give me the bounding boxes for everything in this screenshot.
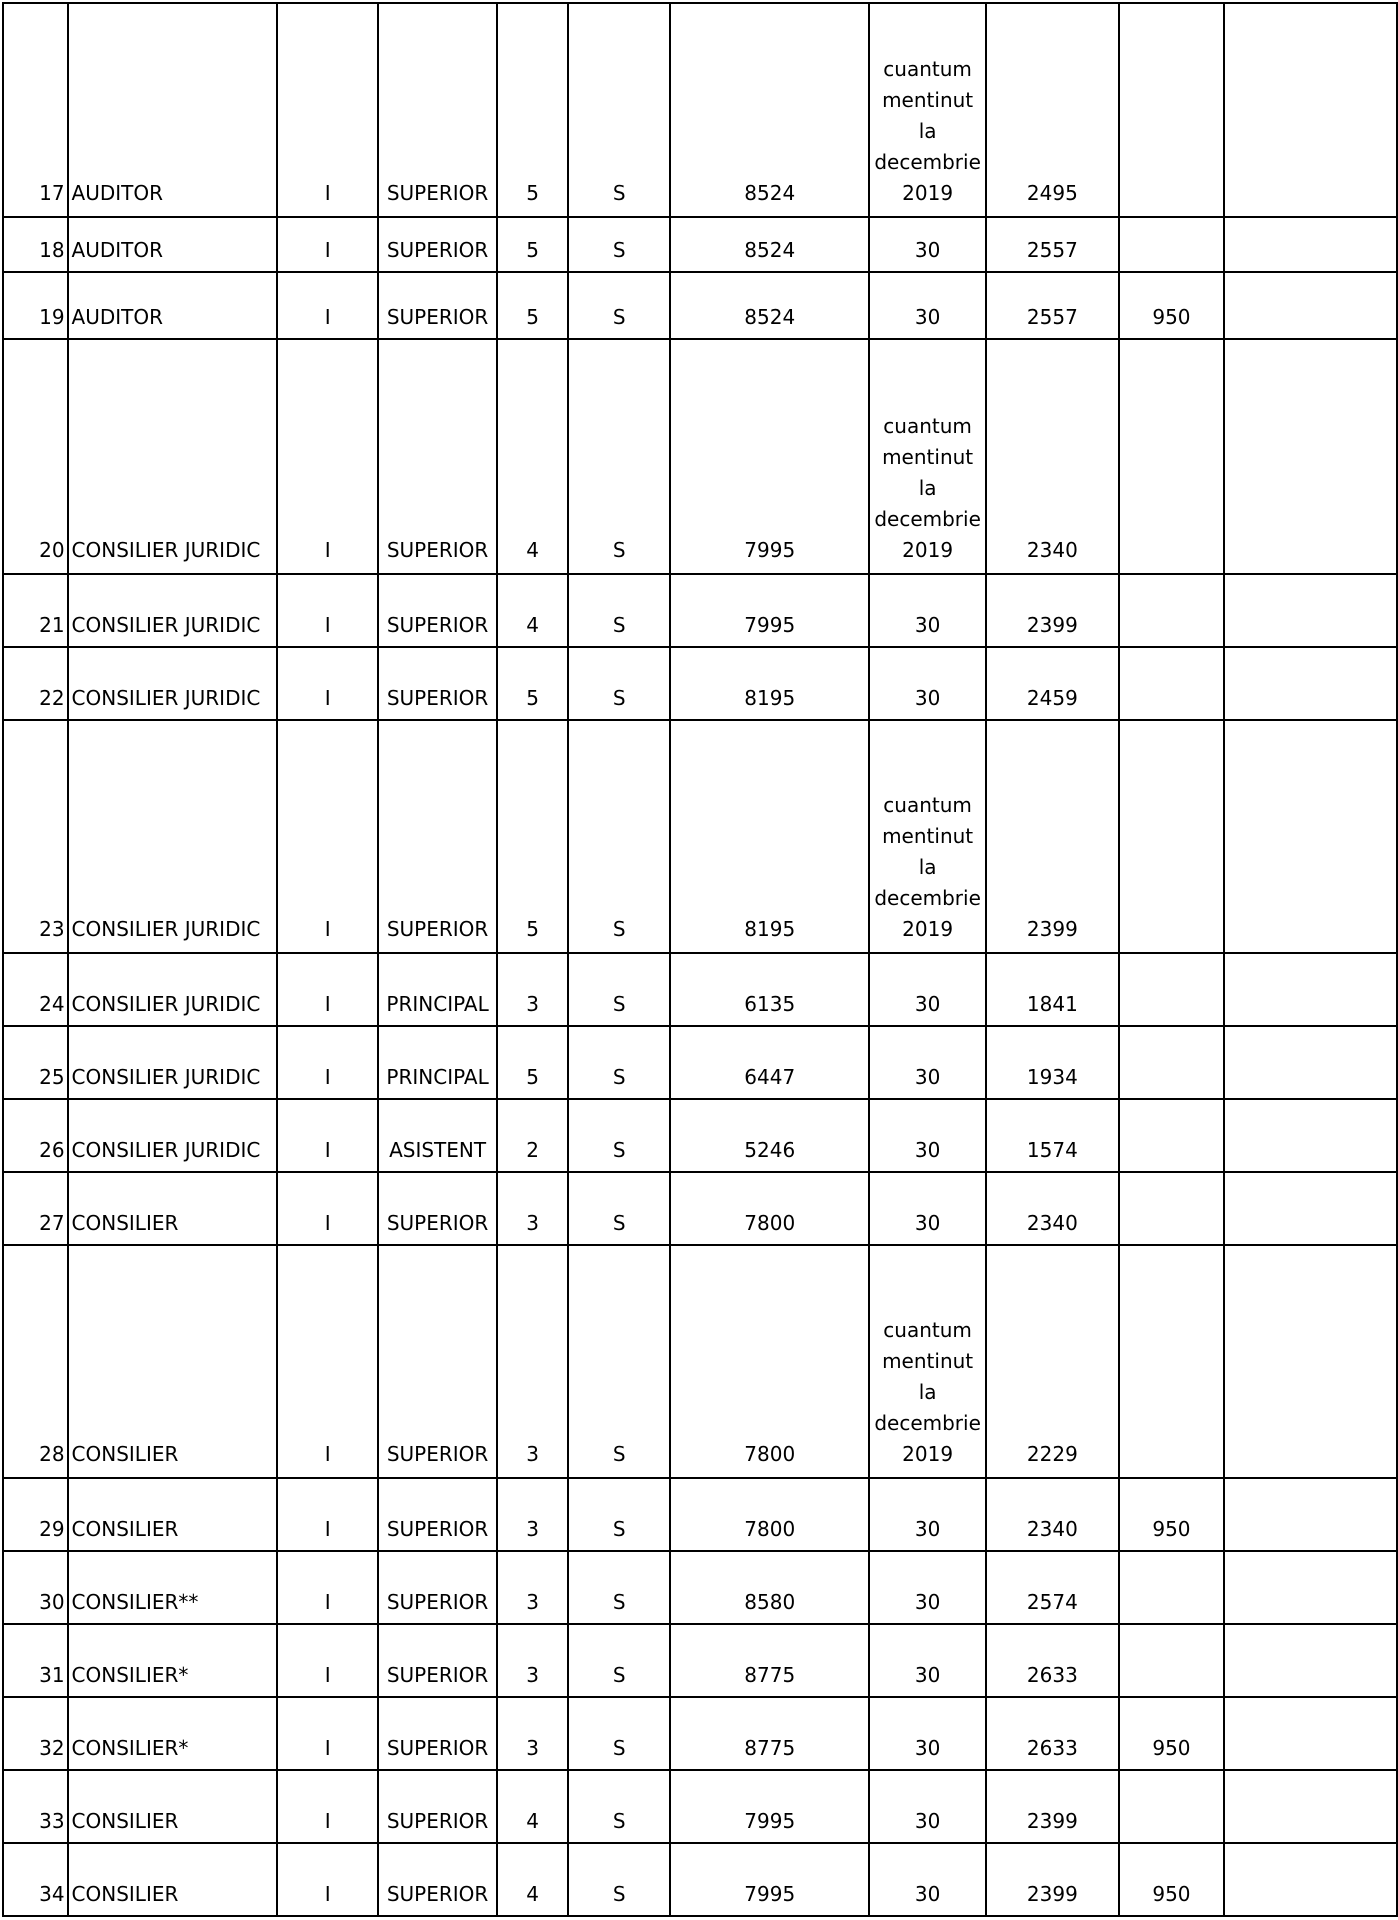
notes-cell xyxy=(1224,217,1397,272)
function-name: AUDITOR xyxy=(68,3,278,217)
extra-cell: 950 xyxy=(1119,1843,1224,1916)
class-cell: I xyxy=(277,1770,378,1843)
step-cell: 3 xyxy=(497,1551,568,1624)
percent-cell: cuantum mentinut la decembrie 2019 xyxy=(869,1245,986,1478)
step-cell: 3 xyxy=(497,1697,568,1770)
table-row xyxy=(3,953,1397,1026)
step-cell: 5 xyxy=(497,1026,568,1099)
extra-cell xyxy=(1119,1624,1224,1697)
table-row xyxy=(3,1843,1397,1916)
salary-cell: 8580 xyxy=(670,1551,869,1624)
step-cell: 4 xyxy=(497,574,568,647)
bonus-cell: 2557 xyxy=(986,217,1119,272)
bonus-cell: 2459 xyxy=(986,647,1119,720)
percent-cell: 30 xyxy=(869,1026,986,1099)
step-cell: 5 xyxy=(497,647,568,720)
grade-cell: SUPERIOR xyxy=(378,1843,497,1916)
notes-cell xyxy=(1224,1551,1397,1624)
grade-cell: PRINCIPAL xyxy=(378,953,497,1026)
class-cell: I xyxy=(277,953,378,1026)
extra-cell xyxy=(1119,1099,1224,1172)
notes-cell xyxy=(1224,339,1397,574)
step-cell: 3 xyxy=(497,1624,568,1697)
notes-cell xyxy=(1224,272,1397,339)
percent-cell: 30 xyxy=(869,1697,986,1770)
class-cell: I xyxy=(277,1099,378,1172)
studies-cell: S xyxy=(568,1099,670,1172)
table-row xyxy=(3,217,1397,272)
bonus-cell: 1841 xyxy=(986,953,1119,1026)
studies-cell: S xyxy=(568,1551,670,1624)
grade-cell: SUPERIOR xyxy=(378,1551,497,1624)
salary-cell: 8775 xyxy=(670,1697,869,1770)
row-number: 34 xyxy=(3,1843,68,1916)
extra-cell xyxy=(1119,339,1224,574)
row-number: 23 xyxy=(3,720,68,953)
step-cell: 5 xyxy=(497,3,568,217)
row-number: 18 xyxy=(3,217,68,272)
extra-cell: 950 xyxy=(1119,272,1224,339)
table-row xyxy=(3,574,1397,647)
step-cell: 3 xyxy=(497,953,568,1026)
row-number: 32 xyxy=(3,1697,68,1770)
percent-cell: cuantum mentinut la decembrie 2019 xyxy=(869,3,986,217)
table-row xyxy=(3,272,1397,339)
step-cell: 2 xyxy=(497,1099,568,1172)
grade-cell: SUPERIOR xyxy=(378,3,497,217)
bonus-cell: 2557 xyxy=(986,272,1119,339)
salary-cell: 5246 xyxy=(670,1099,869,1172)
extra-cell xyxy=(1119,3,1224,217)
percent-cell: 30 xyxy=(869,1478,986,1551)
class-cell: I xyxy=(277,1697,378,1770)
salary-cell: 8775 xyxy=(670,1624,869,1697)
function-name: CONSILIER JURIDIC xyxy=(68,647,278,720)
function-name: CONSILIER** xyxy=(68,1551,278,1624)
percent-cell: 30 xyxy=(869,217,986,272)
row-number: 21 xyxy=(3,574,68,647)
salary-cell: 7800 xyxy=(670,1172,869,1245)
percent-cell: 30 xyxy=(869,272,986,339)
class-cell: I xyxy=(277,1551,378,1624)
grade-cell: SUPERIOR xyxy=(378,1697,497,1770)
function-name: CONSILIER xyxy=(68,1172,278,1245)
salary-cell: 6447 xyxy=(670,1026,869,1099)
table-row xyxy=(3,339,1397,574)
studies-cell: S xyxy=(568,1478,670,1551)
salary-cell: 8195 xyxy=(670,720,869,953)
table-row xyxy=(3,3,1397,217)
extra-cell xyxy=(1119,720,1224,953)
salary-cell: 8524 xyxy=(670,272,869,339)
studies-cell: S xyxy=(568,1770,670,1843)
class-cell: I xyxy=(277,1624,378,1697)
table-row xyxy=(3,647,1397,720)
studies-cell: S xyxy=(568,3,670,217)
salary-cell: 7800 xyxy=(670,1245,869,1478)
salary-cell: 7995 xyxy=(670,1843,869,1916)
notes-cell xyxy=(1224,3,1397,217)
bonus-cell: 2340 xyxy=(986,339,1119,574)
function-name: CONSILIER JURIDIC xyxy=(68,953,278,1026)
percent-cell: 30 xyxy=(869,1624,986,1697)
bonus-cell: 1574 xyxy=(986,1099,1119,1172)
table-row xyxy=(3,1551,1397,1624)
studies-cell: S xyxy=(568,574,670,647)
bonus-cell: 2399 xyxy=(986,1843,1119,1916)
bonus-cell: 2399 xyxy=(986,1770,1119,1843)
function-name: CONSILIER JURIDIC xyxy=(68,720,278,953)
row-number: 24 xyxy=(3,953,68,1026)
extra-cell xyxy=(1119,1770,1224,1843)
step-cell: 3 xyxy=(497,1172,568,1245)
salary-cell: 6135 xyxy=(670,953,869,1026)
class-cell: I xyxy=(277,1478,378,1551)
row-number: 20 xyxy=(3,339,68,574)
percent-cell: 30 xyxy=(869,1099,986,1172)
percent-cell: 30 xyxy=(869,1770,986,1843)
percent-cell: 30 xyxy=(869,1551,986,1624)
extra-cell xyxy=(1119,647,1224,720)
studies-cell: S xyxy=(568,1843,670,1916)
percent-cell: 30 xyxy=(869,574,986,647)
salary-cell: 7995 xyxy=(670,339,869,574)
grade-cell: SUPERIOR xyxy=(378,1770,497,1843)
function-name: CONSILIER xyxy=(68,1843,278,1916)
step-cell: 3 xyxy=(497,1245,568,1478)
row-number: 28 xyxy=(3,1245,68,1478)
notes-cell xyxy=(1224,1172,1397,1245)
extra-cell xyxy=(1119,1551,1224,1624)
notes-cell xyxy=(1224,1099,1397,1172)
class-cell: I xyxy=(277,1843,378,1916)
notes-cell xyxy=(1224,1026,1397,1099)
bonus-cell: 2399 xyxy=(986,720,1119,953)
notes-cell xyxy=(1224,1697,1397,1770)
row-number: 22 xyxy=(3,647,68,720)
percent-cell: 30 xyxy=(869,1172,986,1245)
salary-cell: 8524 xyxy=(670,217,869,272)
class-cell: I xyxy=(277,1172,378,1245)
class-cell: I xyxy=(277,1026,378,1099)
notes-cell xyxy=(1224,647,1397,720)
percent-cell: 30 xyxy=(869,647,986,720)
salary-cell: 8195 xyxy=(670,647,869,720)
studies-cell: S xyxy=(568,1172,670,1245)
step-cell: 4 xyxy=(497,339,568,574)
bonus-cell: 2495 xyxy=(986,3,1119,217)
extra-cell xyxy=(1119,574,1224,647)
table-row xyxy=(3,1697,1397,1770)
row-number: 17 xyxy=(3,3,68,217)
function-name: CONSILIER JURIDIC xyxy=(68,1026,278,1099)
grade-cell: PRINCIPAL xyxy=(378,1026,497,1099)
grade-cell: SUPERIOR xyxy=(378,574,497,647)
row-number: 31 xyxy=(3,1624,68,1697)
row-number: 33 xyxy=(3,1770,68,1843)
table-row xyxy=(3,1624,1397,1697)
function-name: AUDITOR xyxy=(68,272,278,339)
row-number: 30 xyxy=(3,1551,68,1624)
salary-cell: 7995 xyxy=(670,574,869,647)
step-cell: 4 xyxy=(497,1843,568,1916)
percent-cell: cuantum mentinut la decembrie 2019 xyxy=(869,339,986,574)
notes-cell xyxy=(1224,1245,1397,1478)
function-name: CONSILIER* xyxy=(68,1697,278,1770)
class-cell: I xyxy=(277,1245,378,1478)
table-row xyxy=(3,1172,1397,1245)
function-name: CONSILIER xyxy=(68,1245,278,1478)
function-name: CONSILIER* xyxy=(68,1624,278,1697)
bonus-cell: 2229 xyxy=(986,1245,1119,1478)
bonus-cell: 1934 xyxy=(986,1026,1119,1099)
salary-table xyxy=(2,2,1398,1917)
function-name: AUDITOR xyxy=(68,217,278,272)
row-number: 25 xyxy=(3,1026,68,1099)
extra-cell: 950 xyxy=(1119,1697,1224,1770)
function-name: CONSILIER JURIDIC xyxy=(68,339,278,574)
class-cell: I xyxy=(277,272,378,339)
notes-cell xyxy=(1224,1770,1397,1843)
step-cell: 5 xyxy=(497,272,568,339)
table-row xyxy=(3,1026,1397,1099)
percent-cell: 30 xyxy=(869,953,986,1026)
extra-cell: 950 xyxy=(1119,1478,1224,1551)
studies-cell: S xyxy=(568,1245,670,1478)
salary-cell: 8524 xyxy=(670,3,869,217)
table-row xyxy=(3,1770,1397,1843)
notes-cell xyxy=(1224,574,1397,647)
grade-cell: SUPERIOR xyxy=(378,1245,497,1478)
row-number: 27 xyxy=(3,1172,68,1245)
notes-cell xyxy=(1224,720,1397,953)
notes-cell xyxy=(1224,953,1397,1026)
grade-cell: ASISTENT xyxy=(378,1099,497,1172)
class-cell: I xyxy=(277,217,378,272)
function-name: CONSILIER JURIDIC xyxy=(68,574,278,647)
table-row xyxy=(3,720,1397,953)
step-cell: 4 xyxy=(497,1770,568,1843)
table-row xyxy=(3,1099,1397,1172)
bonus-cell: 2633 xyxy=(986,1697,1119,1770)
extra-cell xyxy=(1119,1245,1224,1478)
bonus-cell: 2399 xyxy=(986,574,1119,647)
percent-cell: 30 xyxy=(869,1843,986,1916)
notes-cell xyxy=(1224,1843,1397,1916)
row-number: 29 xyxy=(3,1478,68,1551)
grade-cell: SUPERIOR xyxy=(378,272,497,339)
function-name: CONSILIER xyxy=(68,1478,278,1551)
step-cell: 5 xyxy=(497,720,568,953)
function-name: CONSILIER xyxy=(68,1770,278,1843)
studies-cell: S xyxy=(568,217,670,272)
notes-cell xyxy=(1224,1624,1397,1697)
studies-cell: S xyxy=(568,339,670,574)
studies-cell: S xyxy=(568,1624,670,1697)
bonus-cell: 2340 xyxy=(986,1172,1119,1245)
class-cell: I xyxy=(277,339,378,574)
class-cell: I xyxy=(277,574,378,647)
class-cell: I xyxy=(277,720,378,953)
salary-cell: 7800 xyxy=(670,1478,869,1551)
salary-cell: 7995 xyxy=(670,1770,869,1843)
table-row xyxy=(3,1245,1397,1478)
grade-cell: SUPERIOR xyxy=(378,339,497,574)
row-number: 19 xyxy=(3,272,68,339)
extra-cell xyxy=(1119,1172,1224,1245)
table-row xyxy=(3,1478,1397,1551)
grade-cell: SUPERIOR xyxy=(378,217,497,272)
studies-cell: S xyxy=(568,1026,670,1099)
studies-cell: S xyxy=(568,272,670,339)
percent-cell: cuantum mentinut la decembrie 2019 xyxy=(869,720,986,953)
row-number: 26 xyxy=(3,1099,68,1172)
class-cell: I xyxy=(277,3,378,217)
studies-cell: S xyxy=(568,953,670,1026)
grade-cell: SUPERIOR xyxy=(378,720,497,953)
bonus-cell: 2340 xyxy=(986,1478,1119,1551)
studies-cell: S xyxy=(568,720,670,953)
studies-cell: S xyxy=(568,1697,670,1770)
studies-cell: S xyxy=(568,647,670,720)
extra-cell xyxy=(1119,953,1224,1026)
grade-cell: SUPERIOR xyxy=(378,1624,497,1697)
function-name: CONSILIER JURIDIC xyxy=(68,1099,278,1172)
extra-cell xyxy=(1119,1026,1224,1099)
extra-cell xyxy=(1119,217,1224,272)
grade-cell: SUPERIOR xyxy=(378,1172,497,1245)
notes-cell xyxy=(1224,1478,1397,1551)
step-cell: 3 xyxy=(497,1478,568,1551)
bonus-cell: 2633 xyxy=(986,1624,1119,1697)
class-cell: I xyxy=(277,647,378,720)
grade-cell: SUPERIOR xyxy=(378,1478,497,1551)
grade-cell: SUPERIOR xyxy=(378,647,497,720)
bonus-cell: 2574 xyxy=(986,1551,1119,1624)
step-cell: 5 xyxy=(497,217,568,272)
